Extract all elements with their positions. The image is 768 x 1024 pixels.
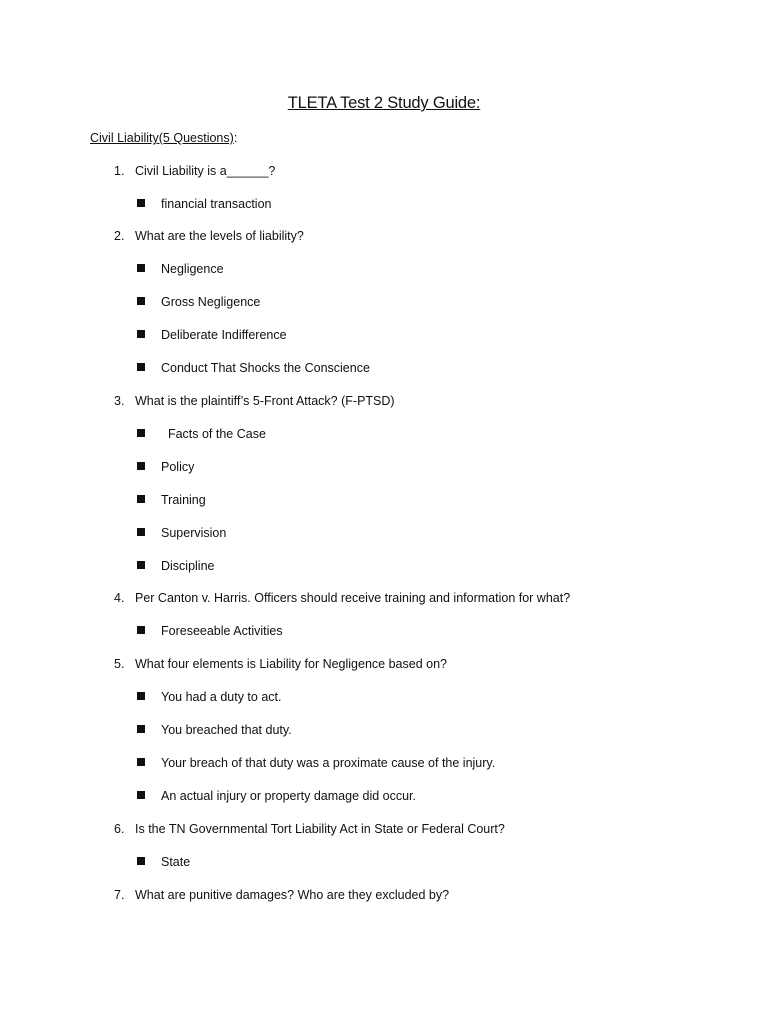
answer-item: [137, 756, 495, 770]
square-bullet-icon: [137, 199, 145, 207]
answer-item: [137, 526, 226, 540]
answer-item: [137, 427, 266, 441]
square-bullet-icon: [137, 725, 145, 733]
answer-item: [137, 262, 224, 276]
answer-item: [137, 493, 206, 507]
question-text: What is the plaintiff’s 5-Front Attack? (F-PTSD): [135, 394, 395, 408]
answer-item: [137, 690, 281, 704]
question-text: What four elements is Liability for Negligence based on?: [135, 657, 447, 671]
question-number: 3.: [114, 394, 125, 408]
answer-text: Your breach of that duty was a proximate cause of the injury.: [161, 756, 496, 770]
answer-item: [137, 328, 287, 342]
question-6: [114, 822, 505, 836]
answer-text: Facts of the Case: [161, 427, 266, 441]
square-bullet-icon: [137, 791, 145, 799]
answer-text: Discipline: [161, 559, 215, 573]
answer-text: You breached that duty.: [161, 723, 292, 737]
square-bullet-icon: [137, 495, 145, 503]
question-5: [114, 657, 447, 671]
square-bullet-icon: [137, 692, 145, 700]
answer-item: [137, 624, 283, 638]
square-bullet-icon: [137, 758, 145, 766]
answer-item: [137, 361, 370, 375]
answer-text: Policy: [161, 460, 195, 474]
question-7: [114, 888, 449, 902]
question-number: 1.: [114, 164, 125, 178]
answer-text: Negligence: [161, 262, 224, 276]
question-text: What are the levels of liability?: [135, 229, 304, 243]
answer-text: You had a duty to act.: [161, 690, 282, 704]
question-number: 2.: [114, 229, 125, 243]
question-number: 5.: [114, 657, 125, 671]
question-2: [114, 229, 304, 243]
question-number: 7.: [114, 888, 125, 902]
square-bullet-icon: [137, 297, 145, 305]
section-heading: [90, 131, 237, 145]
square-bullet-icon: [137, 626, 145, 634]
square-bullet-icon: [137, 462, 145, 470]
answer-text: Deliberate Indifference: [161, 328, 287, 342]
section-heading-suffix: :: [233, 131, 238, 145]
question-number: 4.: [114, 591, 125, 605]
answer-item: [137, 723, 292, 737]
square-bullet-icon: [137, 264, 145, 272]
answer-text: State: [161, 855, 191, 869]
answer-text: Foreseeable Activities: [161, 624, 283, 638]
section-heading-label: Civil Liability(5 Questions): [90, 131, 234, 145]
square-bullet-icon: [137, 429, 145, 437]
question-1: [114, 164, 275, 178]
question-number: 6.: [114, 822, 125, 836]
answer-text: An actual injury or property damage did occur.: [161, 789, 416, 803]
answer-item: [137, 559, 215, 573]
answer-item: [137, 855, 190, 869]
answer-item: [137, 789, 416, 803]
question-text: Civil Liability is a______?: [135, 164, 276, 178]
question-text: Per Canton v. Harris. Officers should receive training and information for what?: [135, 591, 571, 605]
question-3: [114, 394, 395, 408]
square-bullet-icon: [137, 528, 145, 536]
answer-item: [137, 197, 271, 211]
question-text: What are punitive damages? Who are they excluded by?: [135, 888, 450, 902]
page-title: TLETA Test 2 Study Guide:: [287, 94, 481, 112]
square-bullet-icon: [137, 330, 145, 338]
square-bullet-icon: [137, 363, 145, 371]
square-bullet-icon: [137, 857, 145, 865]
question-4: [114, 591, 570, 605]
answer-text: financial transaction: [161, 197, 272, 211]
answer-item: [137, 295, 260, 309]
question-text: Is the TN Governmental Tort Liability Act in State or Federal Court?: [135, 822, 505, 836]
square-bullet-icon: [137, 561, 145, 569]
answer-text: Training: [161, 493, 206, 507]
answer-text: Conduct That Shocks the Conscience: [161, 361, 370, 375]
answer-text: Gross Negligence: [161, 295, 261, 309]
answer-text: Supervision: [161, 526, 227, 540]
answer-item: [137, 460, 194, 474]
